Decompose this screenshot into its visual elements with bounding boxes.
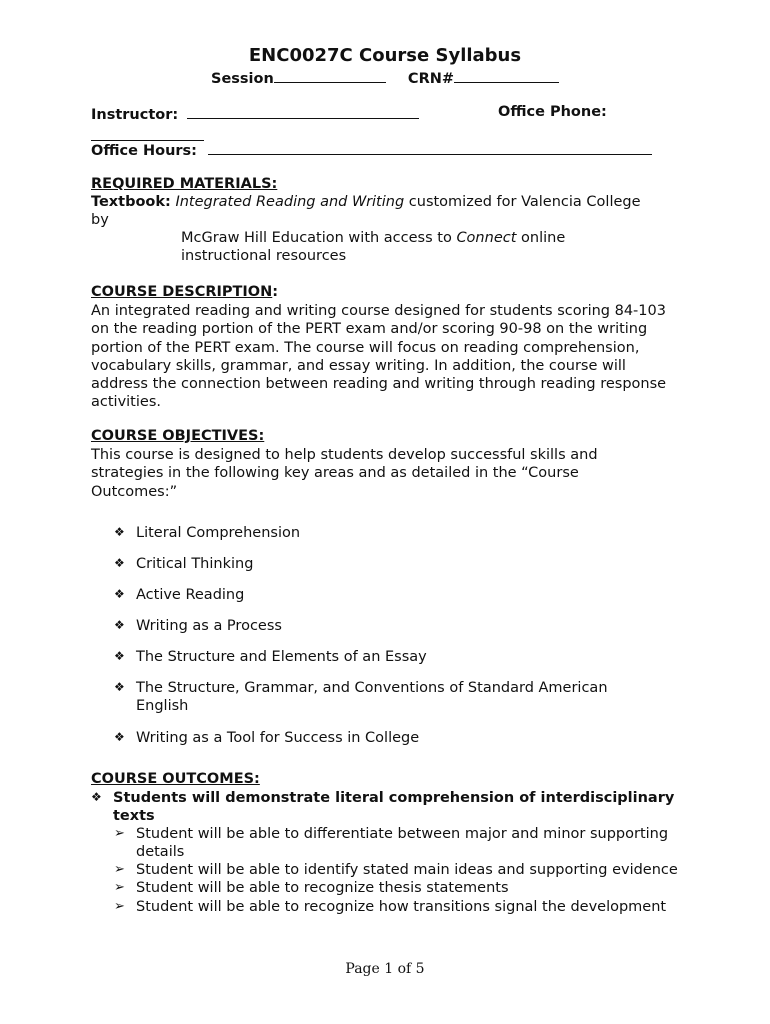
objective-text: Active Reading [136, 587, 245, 603]
objective-text: The Structure, Grammar, and Conventions of Standard American English [136, 680, 608, 715]
description-colon: : [272, 284, 279, 300]
outcome-sub-text: Student will be able to identify stated main ideas and supporting evidence [136, 862, 678, 878]
objective-text: The Structure and Elements of an Essay [136, 649, 427, 665]
publisher-text-b: online [516, 230, 566, 246]
diamond-bullet-icon: ❖ [114, 525, 125, 539]
outcomes-heading: COURSE OUTCOMES: [91, 771, 260, 787]
publisher-line-2: instructional resources [181, 248, 347, 264]
textbook-rest: customized for Valencia College [404, 194, 641, 210]
publisher-line [181, 230, 565, 246]
outcome-sub-text: Student will be able to differentiate between major and minor supporting details [136, 826, 669, 861]
description-heading-wrap [91, 284, 278, 300]
session-crn-line [211, 68, 559, 87]
description-heading: COURSE DESCRIPTION [91, 284, 273, 300]
crn-blank [454, 68, 559, 83]
arrow-bullet-icon: ➢ [114, 880, 125, 895]
publisher-text-a: McGraw Hill Education with access to [181, 230, 457, 246]
objectives-heading: COURSE OBJECTIVES: [91, 428, 265, 444]
instructor-blank [187, 104, 419, 119]
outcome-main-text: Students will demonstrate literal comprehension of interdisciplinary texts [113, 790, 675, 825]
instructor-line [91, 104, 419, 123]
arrow-bullet-icon: ➢ [114, 862, 125, 877]
page-title: ENC0027C Course Syllabus [248, 45, 522, 66]
connect-text: Connect [456, 230, 517, 246]
arrow-bullet-icon: ➢ [114, 899, 125, 914]
diamond-bullet-icon: ❖ [91, 790, 102, 804]
office-phone-label: Office Phone: [498, 104, 607, 120]
page-number: Page 1 of 5 [345, 961, 425, 977]
office-hours-blank [208, 140, 652, 155]
materials-heading: REQUIRED MATERIALS: [91, 176, 278, 192]
objectives-intro: This course is designed to help students develop successful skills and strategies in the following key areas and as detailed in the “Course Outcomes:” [91, 447, 598, 500]
arrow-bullet-icon: ➢ [114, 826, 125, 841]
diamond-bullet-icon: ❖ [114, 587, 125, 601]
instructor-label: Instructor: [91, 107, 179, 123]
office-hours-label: Office Hours: [91, 143, 197, 159]
objective-text: Writing as a Tool for Success in College [136, 730, 420, 746]
objective-text: Literal Comprehension [136, 525, 301, 541]
description-text: An integrated reading and writing course designed for students scoring 84-103 on the reading portion of the PERT exam and/or scoring 90-98 on the writing portion of the PERT exam. The course will focus on reading comprehension, vocabulary skills, grammar, and essay writing. In addition, the course will address the connection between reading and writing through reading response activities. [91, 303, 667, 411]
diamond-bullet-icon: ❖ [114, 649, 125, 663]
objective-text: Writing as a Process [136, 618, 282, 634]
textbook-title: Integrated Reading and Writing [175, 194, 405, 210]
office-phone-blank [91, 126, 204, 141]
session-label: Session [211, 71, 274, 87]
diamond-bullet-icon: ❖ [114, 680, 125, 694]
textbook-label: Textbook: [91, 194, 171, 210]
outcome-sub-text: Student will be able to recognize thesis statements [136, 880, 509, 896]
textbook-line [91, 194, 641, 210]
outcome-sub-text: Student will be able to recognize how transitions signal the development [136, 899, 667, 915]
textbook-by: by [91, 212, 109, 228]
office-hours-line [91, 140, 652, 159]
diamond-bullet-icon: ❖ [114, 730, 125, 744]
diamond-bullet-icon: ❖ [114, 556, 125, 570]
diamond-bullet-icon: ❖ [114, 618, 125, 632]
session-blank [274, 68, 386, 83]
objective-text: Critical Thinking [136, 556, 254, 572]
crn-label: CRN# [407, 71, 455, 87]
